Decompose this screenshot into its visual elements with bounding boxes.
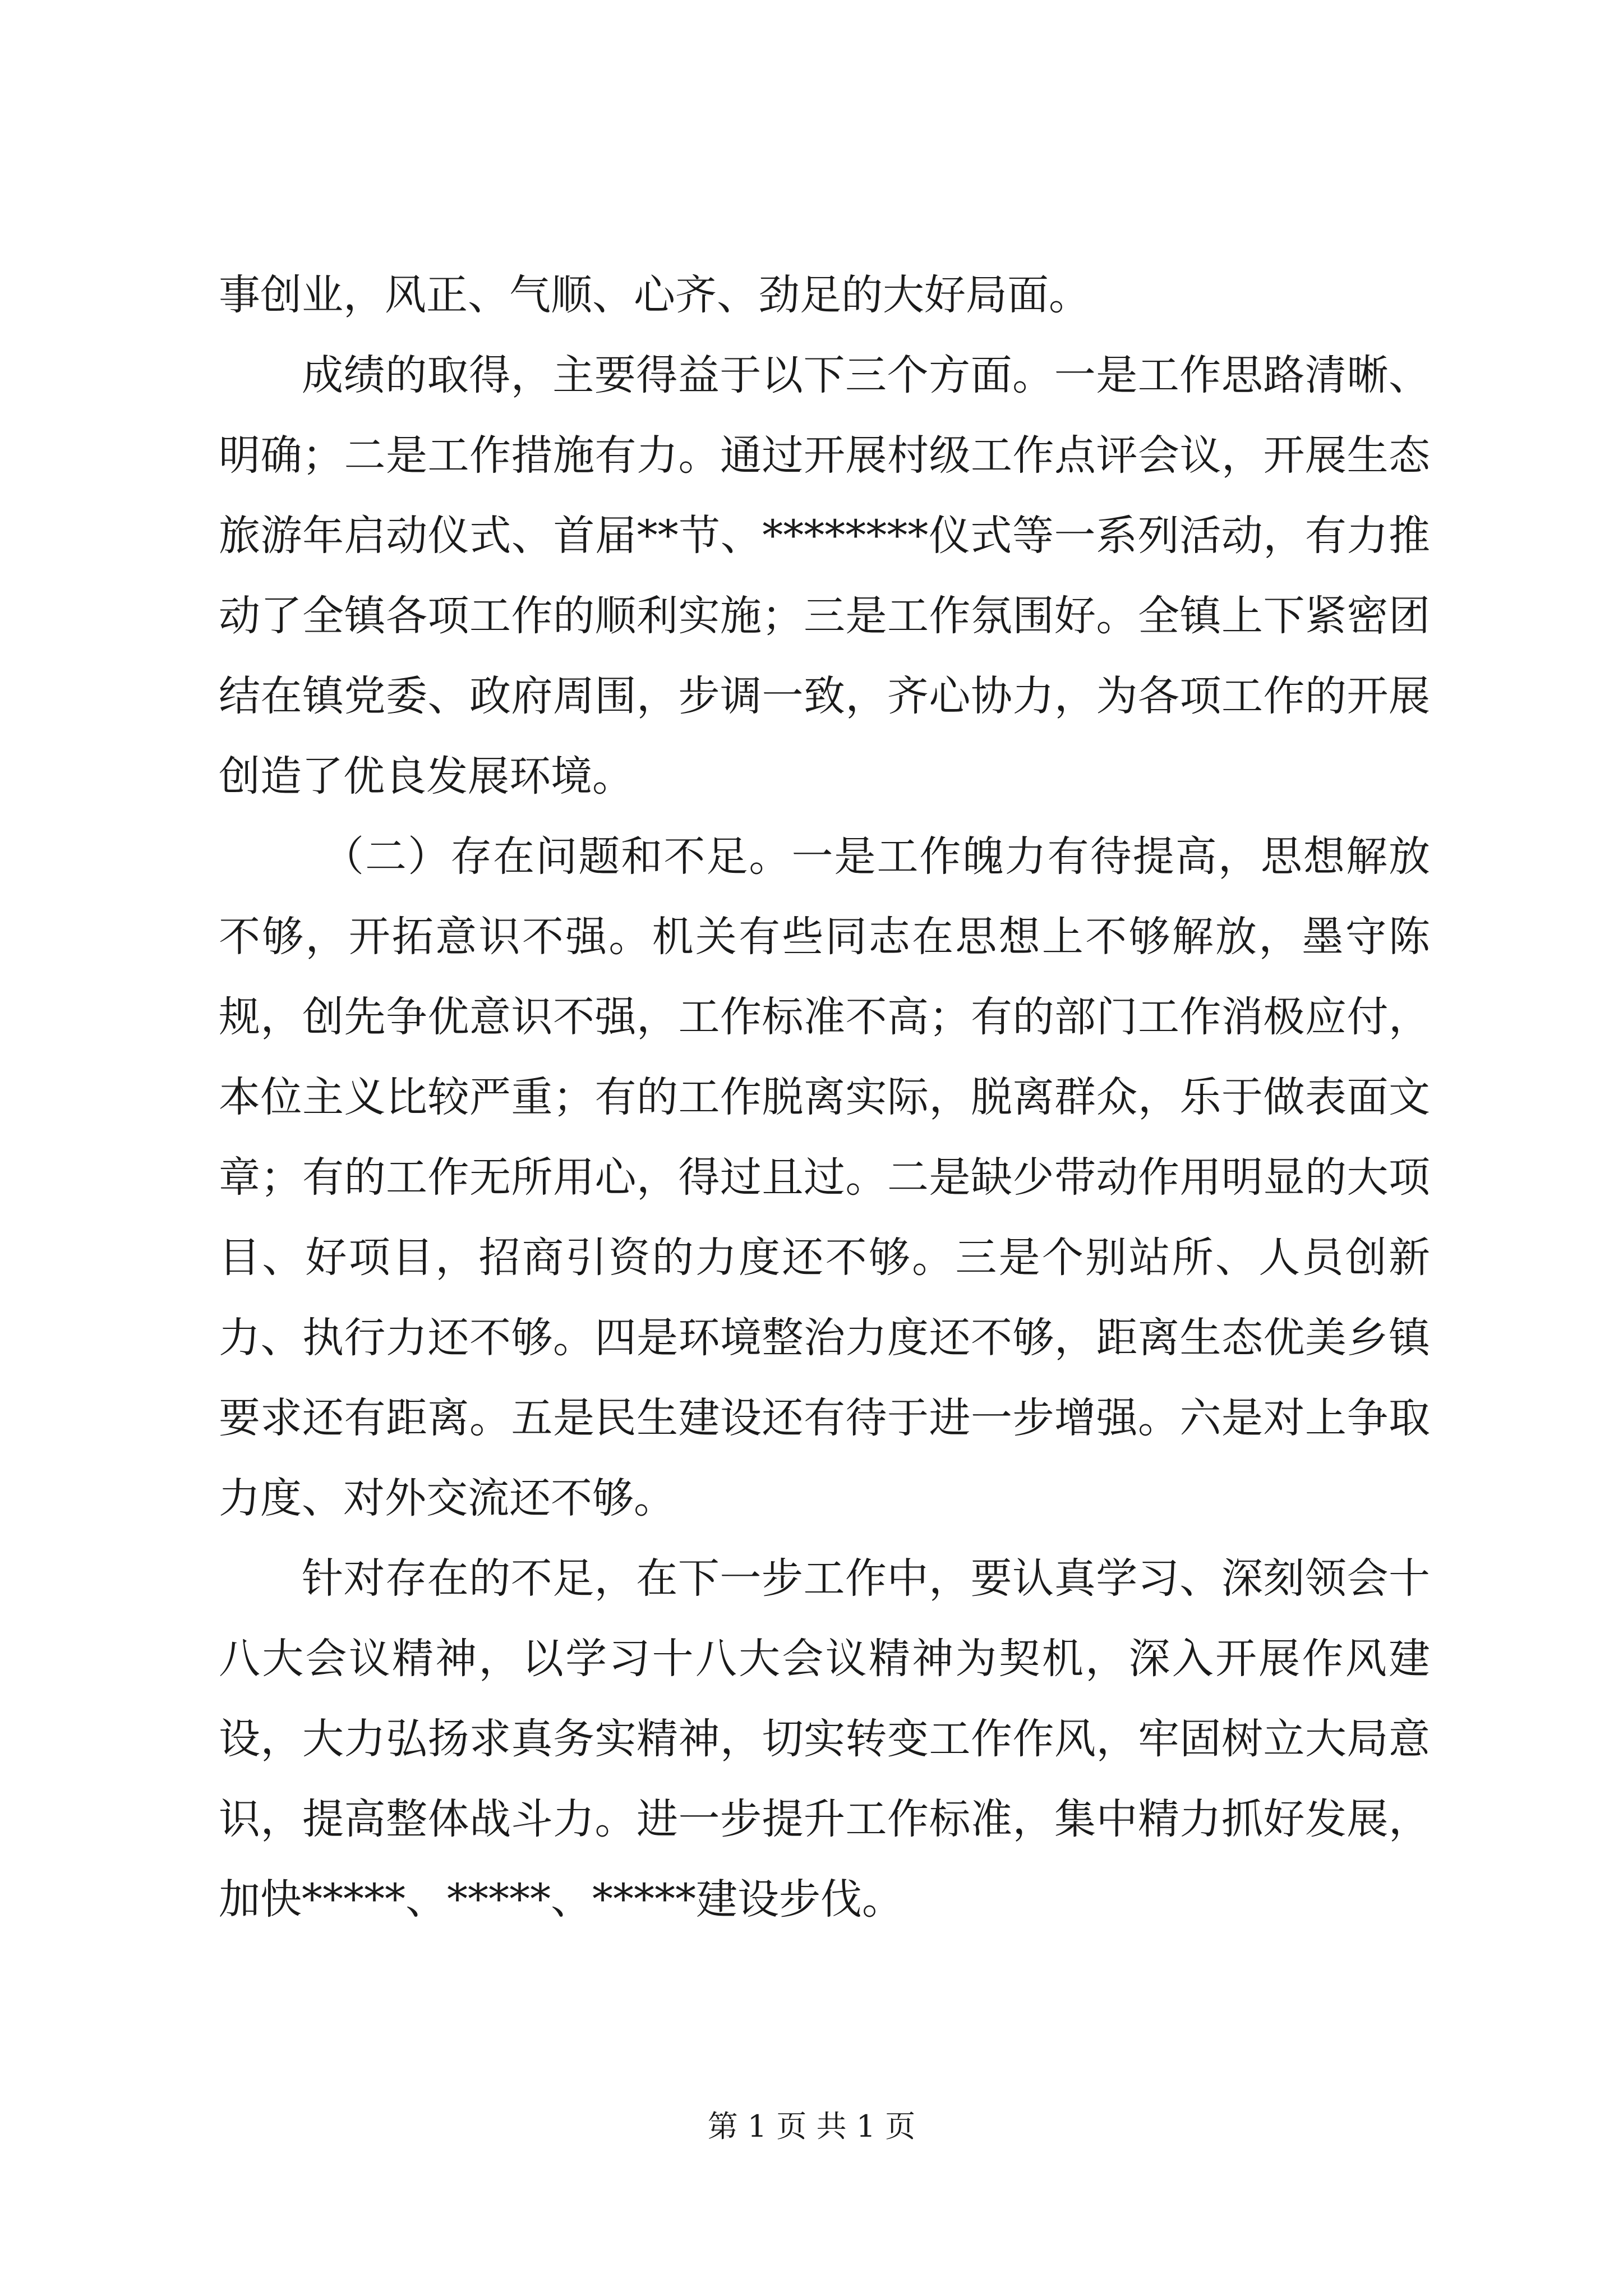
paragraph-next-steps: 针对存在的不足，在下一步工作中，要认真学习、深刻领会十八大会议精神，以学习十八大会议精神为契机，深入开展作风建设，大力弘扬求真务实精神，切实转变工作作风，牢固树立大局意识，提高整体战斗力。进一步提升工作标准，集中精力抓好发展，加快*****、*****、*****建设步伐。 <box>219 1554 1430 1924</box>
document-body <box>219 255 1430 1940</box>
paragraph-continuation: 事创业，风正、气顺、心齐、劲足的大好局面。 <box>219 271 1090 319</box>
page-footer: 第 1 页 共 1 页 <box>707 2109 916 2144</box>
paragraph-achievements: 成绩的取得，主要得益于以下三个方面。一是工作思路清晰、明确；二是工作措施有力。通过开展村级工作点评会议，开展生态旅游年启动仪式、首届**节、********仪式等一系列活动，有力推动了全镇各项工作的顺利实施；三是工作氛围好。全镇上下紧密团结在镇党委、政府周围，步调一致，齐心协力，为各项工作的开展创造了优良发展环境。 <box>219 351 1430 800</box>
paragraph-problems: （二）存在问题和不足。一是工作魄力有待提高，思想解放不够，开拓意识不强。机关有些同志在思想上不够解放，墨守陈规，创先争优意识不强，工作标准不高；有的部门工作消极应付，本位主义比较严重；有的工作脱离实际，脱离群众，乐于做表面文章；有的工作无所用心，得过且过。二是缺少带动作用明显的大项目、好项目，招商引资的力度还不够。三是个别站所、人员创新力、执行力还不够。四是环境整治力度还不够，距离生态优美乡镇要求还有距离。五是民生建设还有待于进一步增强。六是对上争取力度、对外交流还不够。 <box>219 832 1430 1522</box>
